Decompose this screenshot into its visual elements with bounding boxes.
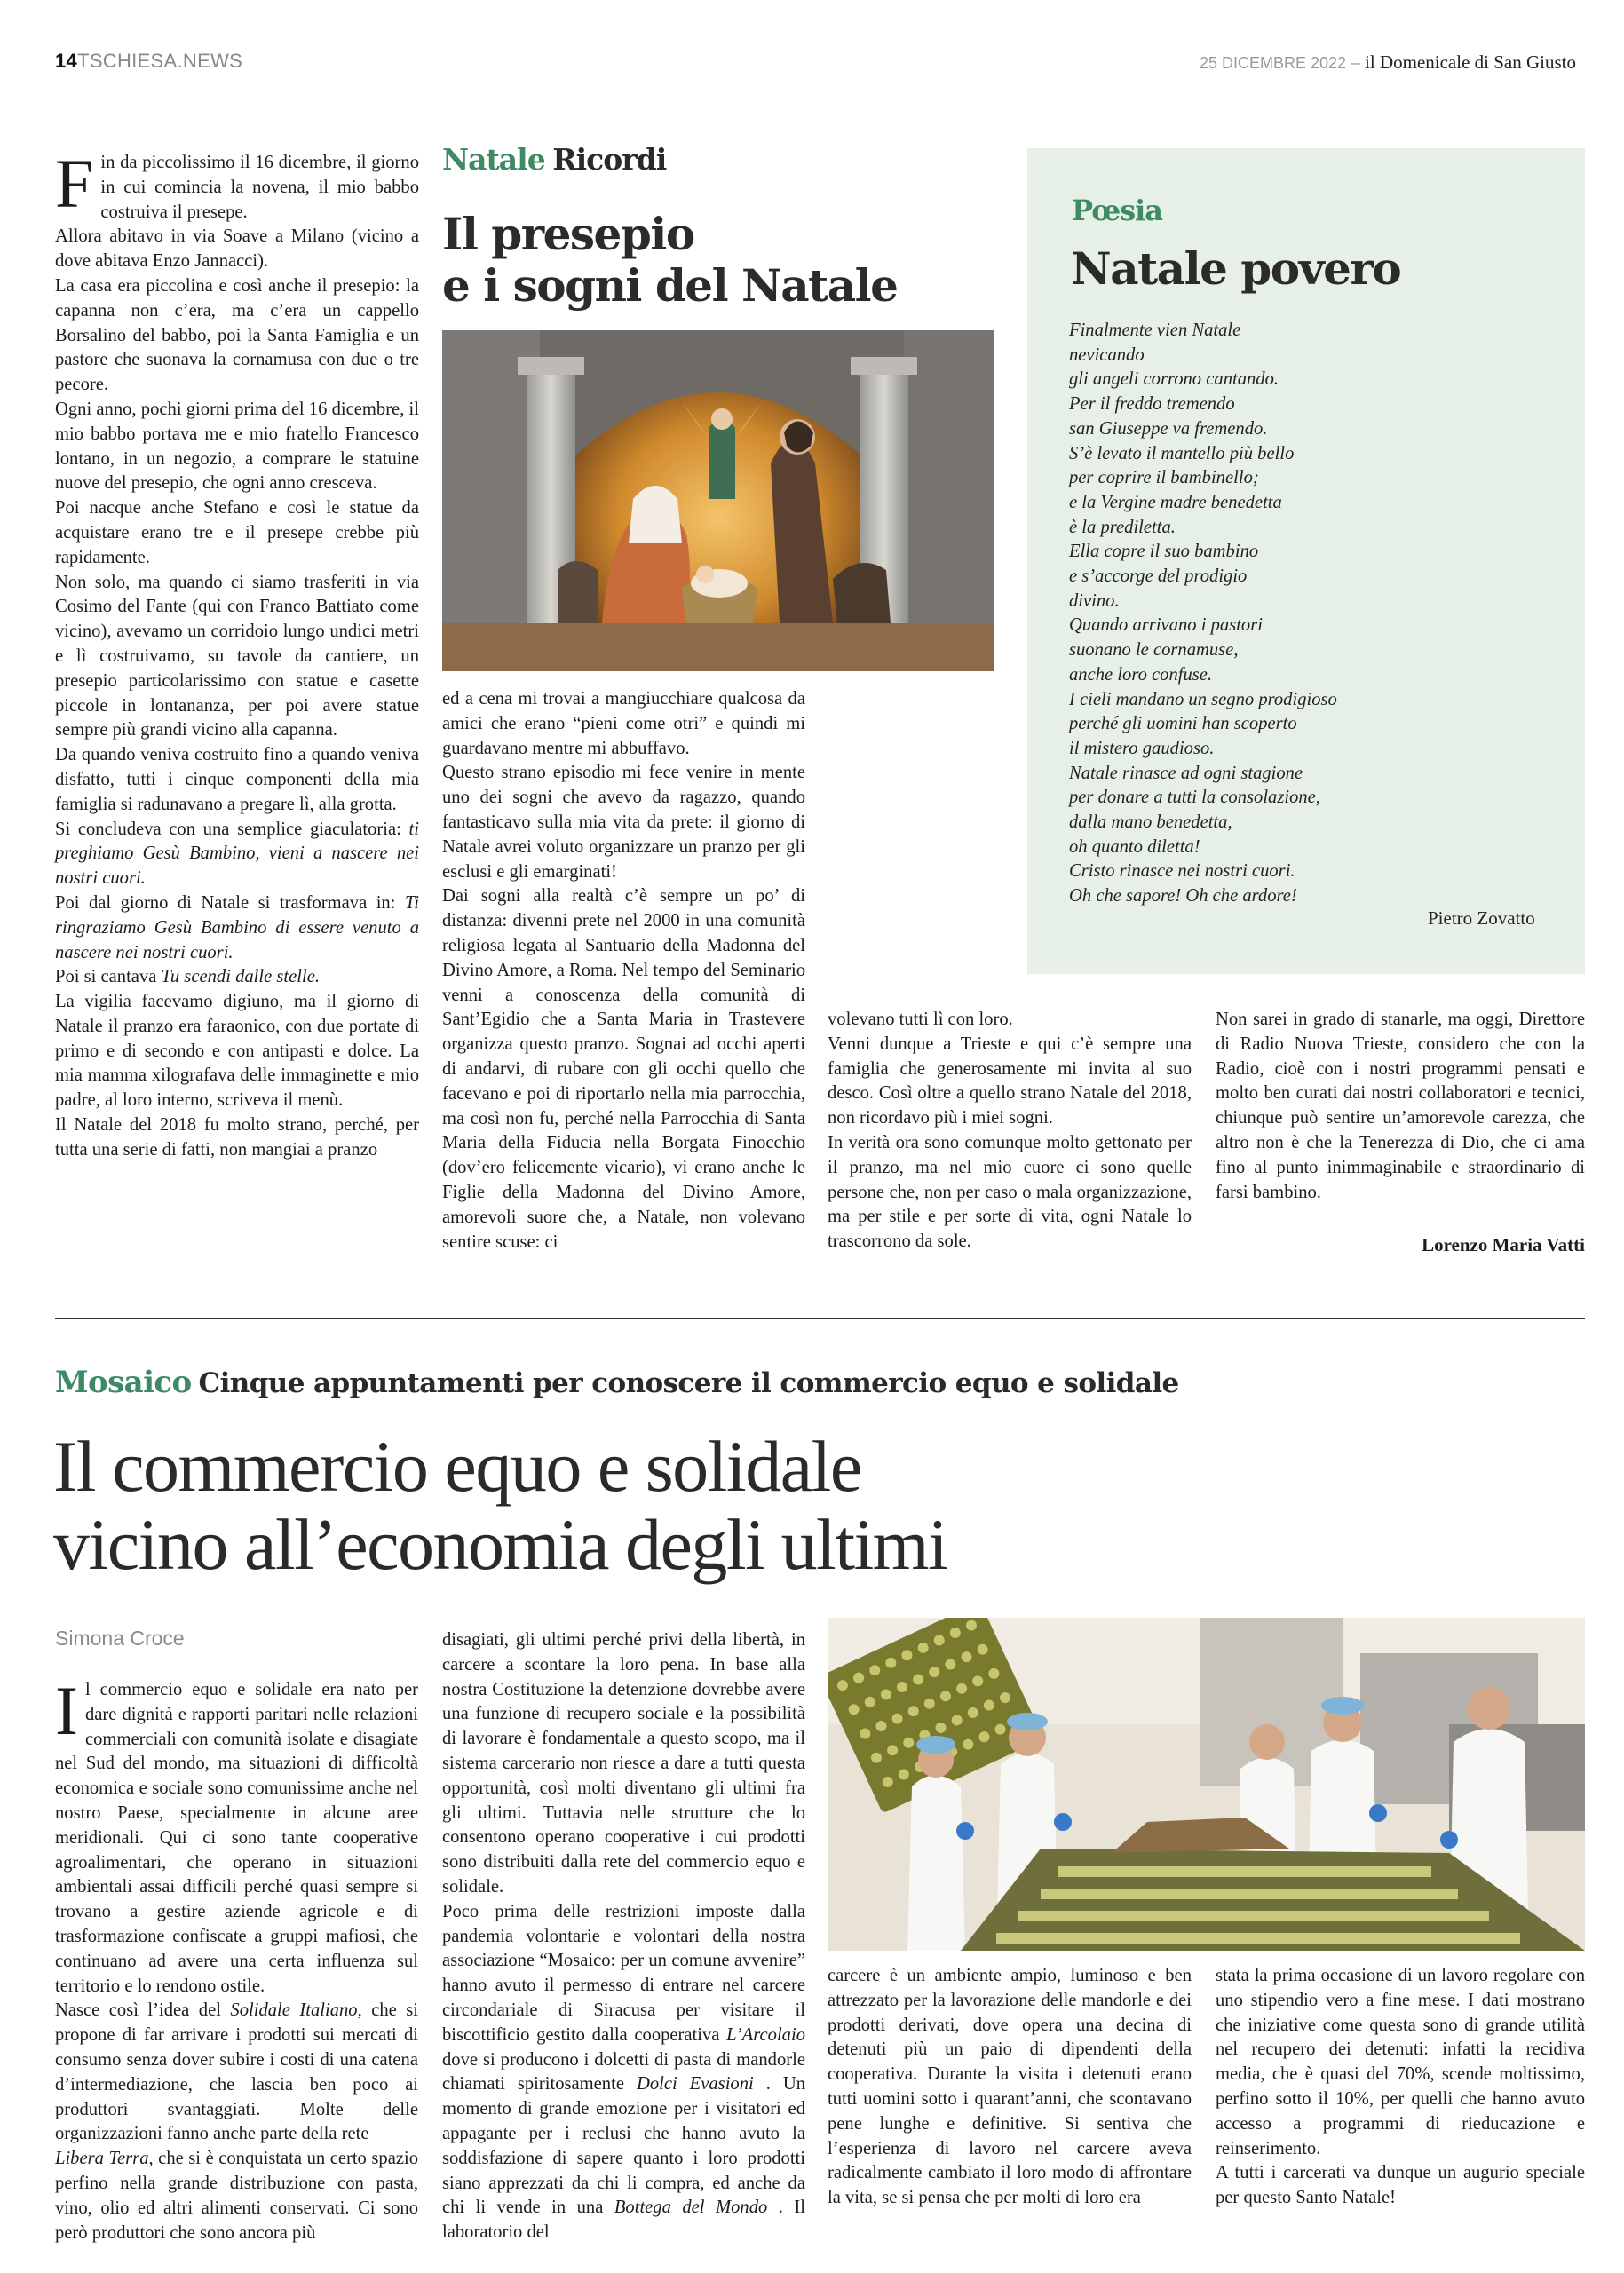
paragraph: [55, 496, 419, 570]
paragraph-text: in da piccolissimo il 16 dicembre, il giorno in cui comincia la novena, il mio babbo costruiva il presepe.: [100, 153, 419, 222]
article2-column-4: [1216, 1964, 1585, 2211]
paragraph: [55, 1672, 418, 1999]
paragraph: [55, 743, 419, 817]
article1-column-3: [828, 1008, 1192, 1255]
article2-author: Simona Croce: [55, 1627, 185, 1650]
paragraph-text: , che si è conquistata un certo spazio perfino nella grande distribuzione con pasta, vino, olio ed altri alimenti conservati. Ci sono però produttori che sono ancora più: [55, 2149, 418, 2243]
page-header-left: [55, 50, 242, 73]
paragraph: stata la prima occasione di un lavoro regolare con uno stipendio vero a fine mese. I dati mostrano che iniziative come questa sono di grande utilità nel recupero dei detenuti: infatti la recidiva media, che è quasi del 70%, scende moltissimo, perfino sotto il 10%, per quelli che hanno avuto accesso a programmi di rieducazione e reinserimento.: [1216, 1966, 1585, 2158]
paragraph-text: Non solo, ma quando ci siamo trasferiti in via Cosimo del Fante (qui con Franco Battiato come vicino), avevamo un corridoio lungo undici metri e lì costruivamo, su tavole da cantiere, un presepio particolarissimo con statue e casette piccole in lontananza, per poi avere statue sempre più grandi vicino alla capanna.: [55, 572, 419, 741]
paragraph: ed a cena mi trovai a mangiucchiare qualcosa da amici che erano “pieni come otri” e quindi mi guardavano mentre mi abbuffavo.: [442, 689, 805, 758]
kicker-dark: Cinque appuntamenti per conoscere il commercio equo e solidale: [198, 1367, 1179, 1399]
paragraph-text: Poi si cantava: [55, 967, 157, 987]
paragraph: [442, 1900, 805, 2245]
paragraph-text: Nasce così l’idea del: [55, 2000, 221, 2021]
poem-line: divino.: [1069, 590, 1120, 611]
article1-column-1: [55, 145, 419, 1163]
paragraph: [55, 1113, 419, 1163]
poem-line: il mistero gaudioso.: [1069, 738, 1215, 758]
paragraph: [55, 965, 419, 990]
nativity-scene-photo: [442, 330, 994, 671]
article2-column-2: [442, 1628, 805, 2245]
paragraph-text: , che si propone di far arrivare i prodotti sui mercati di consumo senza dover subire i costi di una catena d’intermediazione, che lascia ben poco ai produttori svantaggiati. Molte delle organizzazioni fanno anche parte della rete: [55, 2000, 419, 2144]
paragraph: [55, 990, 419, 1113]
newspaper-name: il Domenicale di San Giusto: [1365, 51, 1576, 73]
paragraph-text: Poi dal giorno di Natale si trasformava in:: [55, 892, 396, 913]
italic-text: Solidale Italiano: [230, 2000, 358, 2021]
poem-kicker: Pœsia: [1072, 194, 1162, 227]
article1-author: Lorenzo Maria Vatti: [1422, 1234, 1585, 1255]
poem-line: Quando arrivano i pastori: [1069, 615, 1263, 636]
poem-line: e s’accorge del prodigio: [1069, 566, 1248, 587]
issue-date: 25 DICEMBRE 2022: [1199, 54, 1347, 72]
paragraph-text: Poco prima delle restrizioni imposte dalla pandemia volontarie e volontari della nostra associazione “Mosaico: per un comune avvenire” hanno avuto il permesso di entrare nel carcere circondariale di Siracusa per visitare il biscottificio gestito dalla cooperativa: [442, 1901, 805, 2045]
poem-text: [1069, 319, 1337, 909]
paragraph: [55, 571, 419, 744]
paragraph: [55, 2147, 418, 2245]
italic-text: Tu scendi dalle stelle.: [161, 967, 321, 987]
poem-line: Per il freddo tremendo: [1069, 394, 1235, 415]
paragraph: [55, 398, 419, 496]
kicker-green: Mosaico: [55, 1365, 192, 1400]
italic-text: L’Arcolaio: [726, 2024, 805, 2045]
paragraph-text: Ogni anno, pochi giorni prima del 16 dicembre, il mio babbo portava me e mio fratello Francesco lontano, in un negozio, a comprare le statuine nuove del presepio, che ogni anno cresceva.: [55, 399, 419, 494]
article2-title-line2: vicino all’economia degli ultimi: [53, 1504, 947, 1585]
poem-line: per donare a tutti la consolazione,: [1069, 788, 1320, 808]
paragraph: Questo strano episodio mi fece venire in mente uno dei sogni che avevo da ragazzo, quando fantasticavo sulla mia vita da prete: il giorno di Natale avrei voluto organizzare un pranzo per gli esclusi e gli emarginati!: [442, 763, 805, 882]
poem-line: nevicando: [1069, 345, 1145, 365]
article1-column-4: [1216, 1008, 1585, 1205]
italic-text: Ti ringraziamo Gesù Bambino di essere venuto a nascere nei nostri cuori.: [55, 892, 419, 962]
paragraph: carcere è un ambiente ampio, luminoso e ben attrezzato per la lavorazione delle mandorle e dei prodotti derivati, dove opera una decina di detenuti più un paio di dipendenti della cooperativa. Durante la visita i detenuti erano tutti uomini sotto i quarant’anni, che scontavano pene lunghe e definitive. Si sentiva che l’esperienza di lavoro nel carcere aveva radicalmente cambiato il loro modo di affrontare la vita, se si pensa che per molti di loro era: [828, 1966, 1192, 2208]
poem-line: Natale rinasce ad ogni stagione: [1069, 763, 1303, 783]
header-separator: –: [1351, 51, 1360, 73]
article2-column-1: [55, 1672, 419, 2245]
paragraph: In verità ora sono comunque molto gettonato per il pranzo, ma nel mio cuore ci sono quelle persone che, non per caso o mala organizzazione, ma per stile e per sorte di vita, ogni Natale lo trascorrono da sole.: [828, 1132, 1192, 1252]
paragraph-text: Poi nacque anche Stefano e così le statue da acquistare erano tre e il presepe crebbe più rapidamente.: [55, 498, 419, 567]
article1-title: [442, 209, 993, 312]
paragraph-text: dove si producono i dolcetti di pasta di mandorle chiamati spiritosamente: [442, 2049, 805, 2095]
article1-title-line1: Il presepio: [442, 208, 694, 260]
kicker-green: Natale: [442, 142, 545, 177]
paragraph-text: La vigilia facevamo digiuno, ma il giorno di Natale il pranzo era faraonico, con due portate di primo e di secondo e con antipasti e dolce. La mia mamma xilografava delle immaginette e mio padre, al loro interno, scriveva il menù.: [55, 992, 419, 1111]
poem-line: san Giuseppe va fremendo.: [1069, 418, 1268, 439]
paragraph: [55, 1999, 418, 2147]
poem-line: Ella copre il suo bambino: [1069, 542, 1259, 562]
poem-line: Finalmente vien Natale: [1069, 321, 1241, 340]
article2-title: [53, 1428, 947, 1584]
poem-line: Oh che sapore! Oh che ardore!: [1069, 886, 1297, 907]
paragraph-text: Il Natale del 2018 fu molto strano, perché, per tutta una serie di fatti, non mangiai a pranzo: [55, 1115, 419, 1160]
paragraph: [55, 891, 419, 965]
italic-text: Dolci Evasioni: [636, 2074, 754, 2095]
poem-line: Cristo rinasce nei nostri cuori.: [1069, 861, 1295, 882]
bakery-workers-photo: [828, 1618, 1585, 1951]
paragraph-text: Si concludeva con una semplice giaculatoria:: [55, 819, 401, 839]
italic-text: Libera Terra: [55, 2149, 149, 2169]
poem-line: I cieli mandano un segno prodigioso: [1069, 689, 1337, 709]
paragraph-text: l commercio equo e solidale era nato per dare dignità e rapporti paritari nelle relazioni commerciali con comunità isolate e disagiate nel Sud del mondo, ma situazioni di difficoltà economica e sociale sono comunissime anche nel nostro Paese, specialmente in alcune aree meridionali. Qui ci sono tante cooperative agroalimentari, che operano in situazioni ambientali assai difficili perché quasi sempre si trovano a gestire aziende agricole e di trasformazione confiscate a gruppi mafiosi, che continuano ad avere una certa influenza sul territorio e lo rendono ostile.: [55, 1680, 418, 1996]
poem-line: oh quanto diletta!: [1069, 836, 1200, 857]
paragraph: [55, 145, 419, 225]
poem-line: perché gli uomini han scoperto: [1069, 714, 1297, 734]
page-number: 14: [55, 50, 78, 72]
paragraph-text: Allora abitavo in via Soave a Milano (vicino a dove abitava Enzo Jannacci).: [55, 226, 419, 272]
poem-line: gli angeli corrono cantando.: [1069, 369, 1279, 390]
paragraph: [55, 818, 419, 891]
article1-kicker: [442, 142, 666, 178]
poem-line: anche loro confuse.: [1069, 664, 1213, 685]
paragraph: volevano tutti lì con loro.: [828, 1010, 1013, 1029]
italic-text: Bottega del Mondo: [614, 2198, 768, 2218]
paragraph-text: disagiati, gli ultimi perché privi della libertà, in carcere a scontare la loro pena. In base alla nostra Costituzione la detenzione dovrebbe avere una funzione di recupero sociale e la possibilità di lavorare è fondamentale a questo scopo, ma il sistema carcerario non riesce a dare a tutti questa opportunità, così molti diventano gli ultimi fra gli ultimi. Tuttavia nelle strutture che lo consentono operano cooperative i cui prodotti sono distribuiti dalla rete del commercio equo e solidale.: [442, 1630, 805, 1897]
paragraph-text: La casa era piccolina e così anche il presepio: la capanna non c’era, ma c’era un cappello Borsalino del babbo, poi la Santa Famiglia e un pastore che suonava la cornamusa con due o tre pecore.: [55, 275, 419, 395]
paragraph-text: . Il laboratorio del: [442, 2198, 805, 2243]
article2-title-line1: Il commercio equo e solidale: [53, 1426, 861, 1507]
paragraph-text: . Un momento di grande emozione per i visitatori ed appagante per i reclusi che hanno avuto la soddisfazione di sapere quanto i loro prodotti siano apprezzati da chi li compra, ed anche da chi li vende in una: [442, 2074, 806, 2218]
poem-line: è la prediletta.: [1069, 517, 1176, 537]
kicker-dark: Ricordi: [552, 142, 667, 177]
paragraph: Non sarei in grado di stanarle, ma oggi, Direttore di Radio Nuova Trieste, considero che con la Radio, cioè con i nostri programmi pensati e molto ben curati dai nostri collaboratori e tecnici, chiunque può sentire un’amorevole carezza, che altro non è che la Tenerezza di Dio, che ci ama fino al punto inimmaginabile e straordinario di farsi bambino.: [1216, 1010, 1585, 1202]
poem-line: e la Vergine madre benedetta: [1069, 492, 1282, 512]
paragraph: A tutti i carcerati va dunque un augurio speciale per questo Santo Natale!: [1216, 2163, 1585, 2208]
poem-line: suonano le cornamuse,: [1069, 640, 1239, 661]
poem-line: per coprire il bambinello;: [1069, 468, 1259, 488]
article2-column-3: [828, 1964, 1192, 2211]
paragraph: [442, 1628, 805, 1900]
poem-line: S’è levato il mantello più bello: [1069, 443, 1295, 463]
paragraph: [55, 274, 419, 398]
page-header-right: [1200, 51, 1576, 74]
site-name[interactable]: TSCHIESA.NEWS: [77, 50, 243, 72]
poem-title: Natale povero: [1071, 242, 1401, 295]
article2-kicker: [55, 1365, 1179, 1400]
paragraph-text: Da quando veniva costruito fino a quando veniva disfatto, tutti i cinque componenti della mia famiglia si radunavano a pregare lì, alla grotta.: [55, 745, 419, 814]
article1-title-line2: e i sogni del Natale: [442, 259, 898, 312]
italic-text: ti preghiamo Gesù Bambino, vieni a nascere nei nostri cuori.: [55, 819, 419, 889]
poem-author: Pietro Zovatto: [1428, 907, 1535, 929]
section-divider: [55, 1318, 1585, 1319]
paragraph: Dai sogni alla realtà c’è sempre un po’ di distanza: divenni prete nel 2000 in una comunità religiosa legata al Santuario della Madonna del Divino Amore, a Roma. Nel tempo del Seminario venni a conoscenza della comunità di Sant’Egidio che a Santa Maria in Trastevere organizza questo pranzo. Sognai ad occhi aperti di andarvi, di rubare con gli occhi quello che facevano e poi di riportarlo nella mia parrocchia, ma così non fu, perché nella Parrocchia di Santa Maria della Fiducia nella Borgata Finocchio (dov’ero felicemente vicario), vi erano anche le Figlie della Madonna del Divino Amore, amorevoli suore che, a Natale, non volevano sentire scuse: ci: [442, 886, 805, 1252]
drop-cap: F: [55, 145, 94, 222]
paragraph: Venni dunque a Trieste e qui c’è sempre una famiglia che generosamente mi invita al suo desco. Così oltre a quello strano Natale del 2018, non ricordavo più i miei sogni.: [828, 1034, 1192, 1129]
drop-cap: I: [55, 1672, 78, 1749]
article1-column-2: [442, 687, 805, 1255]
paragraph: [55, 225, 419, 274]
poem-line: dalla mano benedetta,: [1069, 812, 1232, 833]
